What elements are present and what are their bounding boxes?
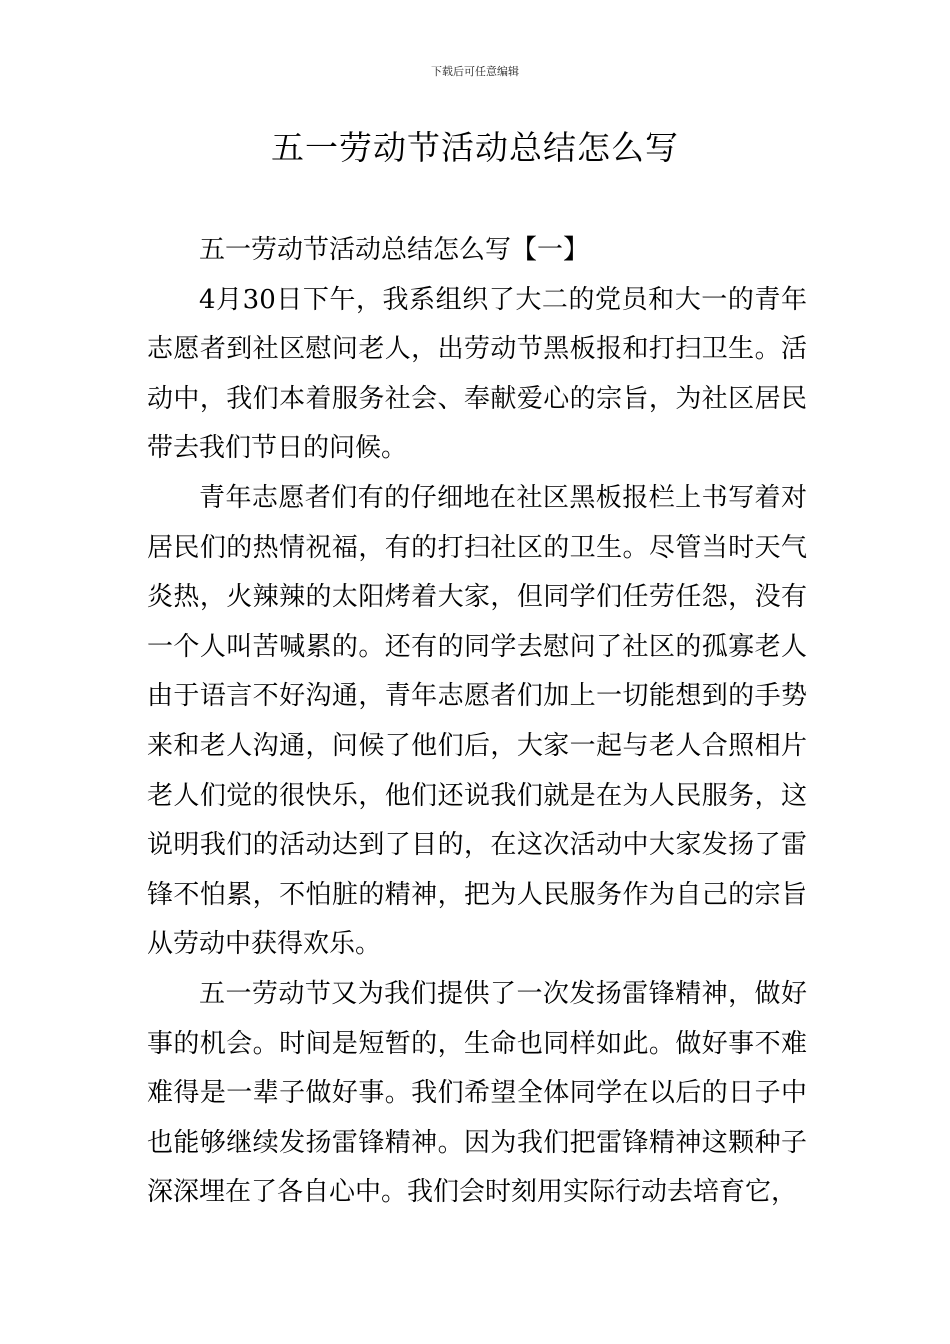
- paragraph-3: 五一劳动节又为我们提供了一次发扬雷锋精神，做好事的机会。时间是短暂的，生命也同样如此。做好事不难难得是一辈子做好事。我们希望全体同学在以后的日子中也能够继续发扬雷锋精神。因为我们把雷锋精神这颗种子深深埋在了各自心中。我们会时刻用实际行动去培育它，: [147, 978, 807, 1208]
- paragraph-2: 青年志愿者们有的仔细地在社区黑板报栏上书写着对居民们的热情祝福，有的打扫社区的卫生。尽管当时天气炎热，火辣辣的太阳烤着大家，但同学们任劳任怨，没有一个人叫苦喊累的。还有的同学去慰问了社区的孤寡老人由于语言不好沟通，青年志愿者们加上一切能想到的手势来和老人沟通，问候了他们后，大家一起与老人合照相片老人们觉的很快乐，他们还说我们就是在为人民服务，这说明我们的活动达到了目的，在这次活动中大家发扬了雷锋不怕累，不怕脏的精神，把为人民服务作为自己的宗旨从劳动中获得欢乐。: [147, 482, 807, 960]
- document-body: [147, 226, 807, 1218]
- header-note: 下载后可任意编辑: [431, 65, 519, 78]
- paragraph-1: 4月30日下午，我系组织了大二的党员和大一的青年志愿者到社区慰问老人，出劳动节黑板报和打扫卫生。活动中，我们本着服务社会、奉献爱心的宗旨，为社区居民带去我们节日的问候。: [147, 284, 807, 464]
- document-title: 五一劳动节活动总结怎么写: [271, 128, 679, 167]
- section-heading: 五一劳动节活动总结怎么写【一】: [199, 235, 590, 265]
